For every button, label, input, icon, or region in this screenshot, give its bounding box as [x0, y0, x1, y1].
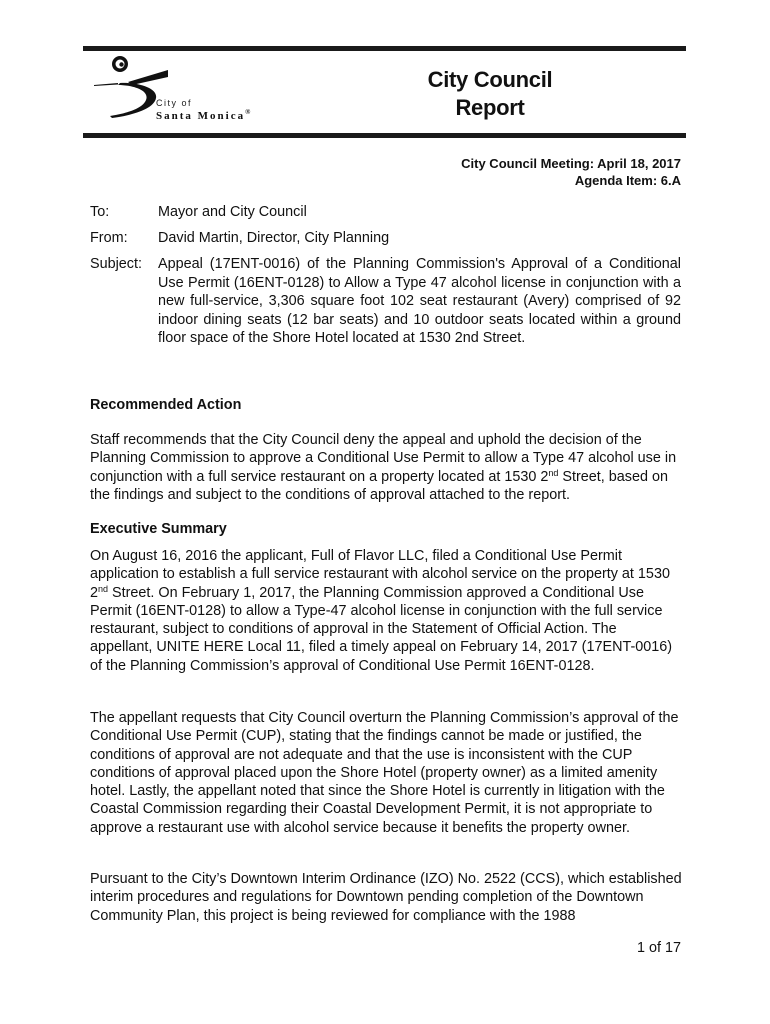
executive-summary-paragraph-2: The appellant requests that City Council overturn the Planning Commission’s approval of the Conditional Use Permit (CUP), stating that the findings cannot be made or justified, the conditions of approval are not adequate and that the use is inconsistent with the CUP conditions of approval placed upon the Shore Hotel (property owner) as a limited amenity hotel. Lastly, the appellant noted that since the Shore Hotel is currently in litigation with the Coastal Commission regarding their Coastal Development Permit, it is not appropriate to approve a restaurant use with alcohol service because it benefits the property owner. [90, 710, 679, 836]
report-title-line2: Report [455, 95, 525, 120]
memo-to-value: Mayor and City Council [158, 204, 307, 220]
executive-summary-heading: Executive Summary [90, 521, 227, 537]
recommended-action-text: Staff recommends that the City Council deny the appeal and uphold the decision of the Planning Commission to approve a Conditional Use Permit to allow a Type 47 alcohol use in conjunction with a full service restaurant on a property located at 1530 2nd Street, based on the findings and subject to the conditions of approval attached to the report. [90, 432, 677, 503]
executive-summary-paragraph-1: On August 16, 2016 the applicant, Full of Flavor LLC, filed a Conditional Use Permit application to establish a full service restaurant with alcohol service on the property at 1530 2nd Street. On February 1, 2017, the Planning Commission approved a Conditional Use Permit (16ENT-0128) to allow a Type-47 alcohol license in conjunction with the full service restaurant, subject to conditions of approval in the Statement of Official Action. The appellant, UNITE HERE Local 11, filed a timely appeal on February 14, 2017 (17ENT-0016) of the Planning Commission’s approval of Conditional Use Permit 16ENT-0128. [90, 548, 673, 674]
report-title-line1: City Council [427, 67, 553, 92]
header-rule-bottom [83, 133, 686, 138]
page-number: 1 of 17 [636, 940, 681, 956]
memo-subject-value: Appeal (17ENT-0016) of the Planning Commission's Approval of a Conditional Use Permit (16ENT-0128) to Allow a Type 47 alcohol license in conjunction with a new full-service, 3,306 square foot 102 seat restaurant (Avery) comprised of 92 indoor dining seats (12 bar seats) and 10 outdoor seats located within a ground floor space of the Shore Hotel located at 1530 2nd Street. [158, 256, 681, 346]
agenda-item: Agenda Item: 6.A [574, 173, 681, 188]
header-rule-top [83, 46, 686, 51]
memo-to-label: To: [90, 204, 110, 220]
recommended-action-heading: Recommended Action [90, 397, 242, 413]
city-logo [92, 52, 292, 130]
logo-city-of: City of [156, 98, 193, 108]
logo-santa-monica: Santa Monica® [156, 108, 253, 122]
memo-subject-label: Subject: [90, 256, 142, 272]
memo-from-label: From: [90, 230, 128, 246]
report-title [390, 66, 590, 122]
meeting-date: City Council Meeting: April 18, 2017 [461, 156, 681, 171]
executive-summary-paragraph-3: Pursuant to the City’s Downtown Interim Ordinance (IZO) No. 2522 (CCS), which established interim procedures and regulations for Downtown pending completion of the Downtown Community Plan, this project is being reviewed for compliance with the 1988 [90, 871, 682, 924]
memo-from-value: David Martin, Director, City Planning [158, 230, 390, 246]
meeting-info [461, 155, 681, 189]
